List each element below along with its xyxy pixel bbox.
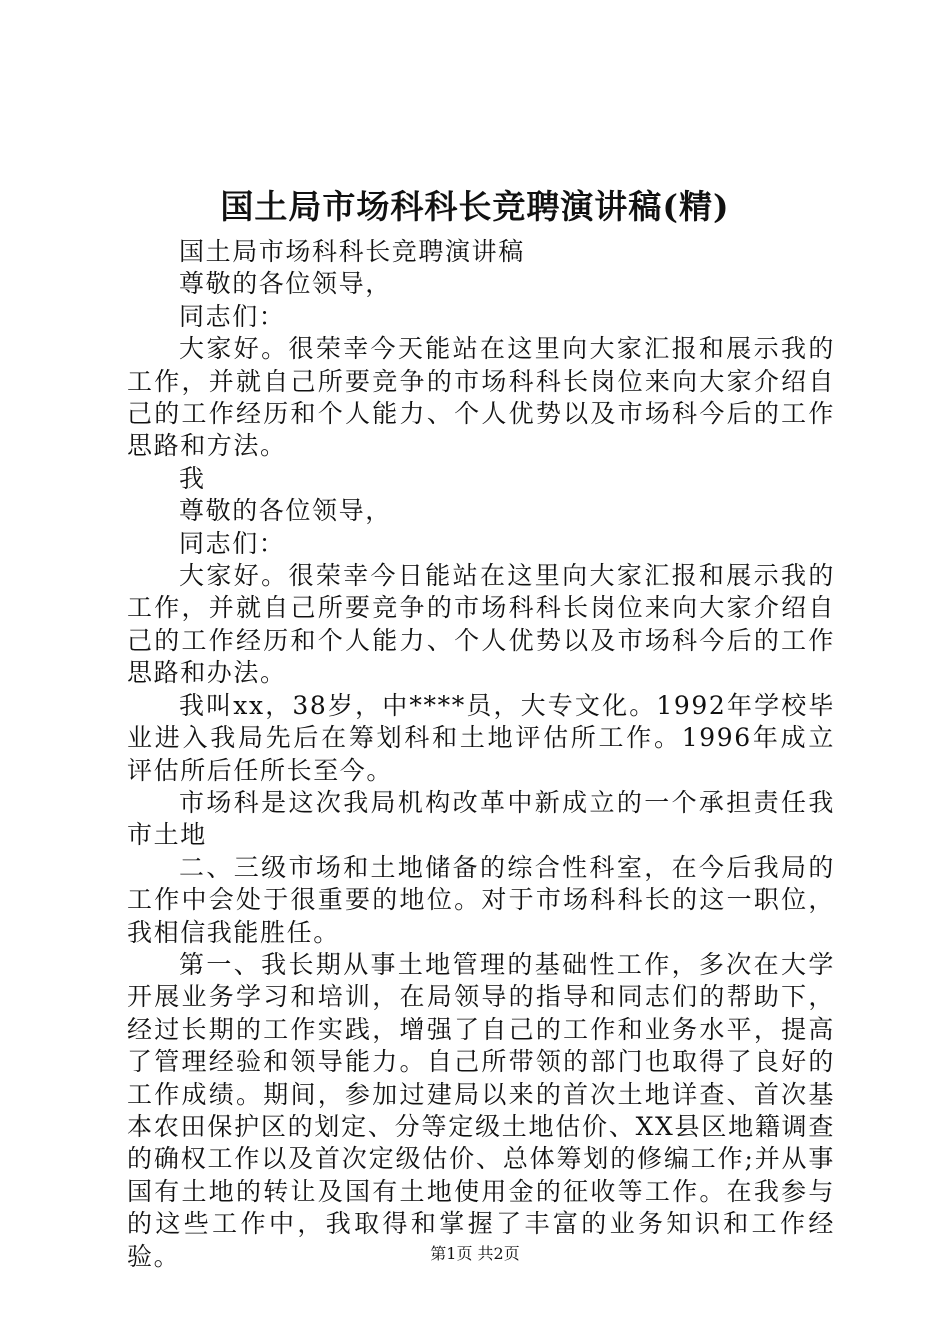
paragraph-salutation: 尊敬的各位领导，: [179, 269, 392, 299]
paragraph-first-point: 第一、我长期从事土地管理的基础性工作，多次在大学开展业务学习和培训，在局领导的指导和同志们的帮助下，经过长期的工作实践，增强了自己的工作和业务水平，提高了管理经验和领导能力。自己所带领的部门也取得了良好的工作成绩。期间，参加过建局以来的首次土地详查、首次基本农田保护区的划定、分等定级土地估价、XX县区地籍调查的确权工作以及首次定级估价、总体筹划的修编工作;并从事国有土地的转让及国有土地使用金的征收等工作。在我参与的这些工作中，我取得和掌握了丰富的业务知识和工作经验。: [127, 949, 835, 1271]
paragraph-self-introduction: 我叫xx，38岁，中****员，大专文化。1992年学校毕业进入我局先后在筹划科和土地评估所工作。1996年成立评估所后任所长至今。: [127, 690, 835, 785]
page-number-footer: 第1页 共2页: [430, 1244, 520, 1263]
paragraph-intro: 大家好。很荣幸今天能站在这里向大家汇报和展示我的工作，并就自己所要竞争的市场科科长岗位来向大家介绍自己的工作经历和个人能力、个人优势以及市场科今后的工作思路和方法。: [127, 334, 835, 461]
paragraph-salutation-repeat: 尊敬的各位领导，: [179, 496, 392, 526]
document-title: 国土局市场科科长竞聘演讲稿(精): [220, 187, 730, 226]
paragraph-greeting-repeat: 同志们：: [179, 528, 286, 558]
paragraph-intro-repeat: 大家好。很荣幸今日能站在这里向大家汇报和展示我的工作，并就自己所要竞争的市场科科长岗位来向大家介绍自己的工作经历和个人能力、个人优势以及市场科今后的工作思路和办法。: [127, 561, 835, 688]
paragraph-market-section: 市场科是这次我局机构改革中新成立的一个承担责任我市土地: [127, 787, 835, 850]
paragraph-fragment: 我: [179, 463, 206, 493]
paragraph-market-role: 二、三级市场和土地储备的综合性科室，在今后我局的工作中会处于很重要的地位。对于市场科科长的这一职位，我相信我能胜任。: [127, 852, 835, 947]
document-body: [127, 236, 835, 1273]
paragraph-greeting: 同志们：: [179, 301, 286, 331]
paragraph-heading: 国土局市场科科长竞聘演讲稿: [179, 237, 525, 266]
